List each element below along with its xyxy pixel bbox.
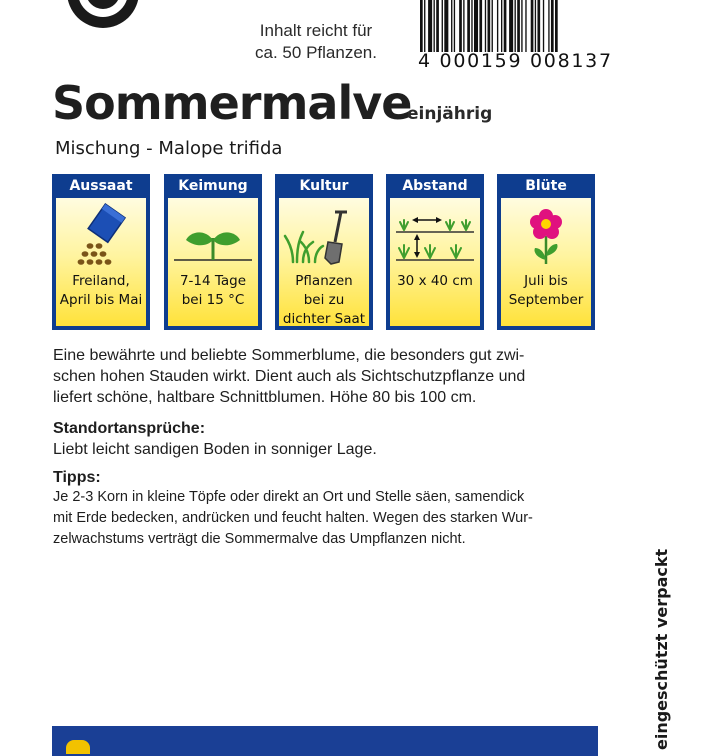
barcode-bar	[492, 0, 493, 52]
side-note: eingeschützt verpackt	[652, 548, 671, 750]
info-card-sowing	[52, 174, 150, 330]
product-title: Sommermalve	[52, 76, 412, 130]
barcode-bar	[436, 0, 439, 52]
barcode-bar	[504, 0, 507, 52]
barcode-bar	[517, 0, 520, 52]
flower-icon	[501, 202, 591, 272]
info-card-title: Blüte	[525, 178, 567, 194]
info-card-line: 30 x 40 cm	[397, 273, 473, 289]
contents-note	[236, 20, 396, 64]
sprout-icon	[168, 202, 258, 272]
barcode-bar	[463, 0, 464, 52]
barcode-bar	[551, 0, 554, 52]
info-card-germination	[164, 174, 262, 330]
barcode-bar	[488, 0, 491, 52]
info-card-bloom	[497, 174, 595, 330]
spade-icon	[279, 202, 369, 272]
barcode-bar	[444, 0, 448, 52]
barcode-bar	[537, 0, 540, 52]
info-card-line: Freiland,	[72, 273, 130, 289]
contents-line-2: ca. 50 Pflanzen.	[255, 43, 377, 62]
barcode-bar	[543, 0, 544, 52]
tips-line: Je 2-3 Korn in kleine Töpfe oder direkt an Ort und Stelle säen, samendick	[53, 489, 525, 505]
barcode-bar	[454, 0, 455, 52]
info-card-spacing	[386, 174, 484, 330]
barcode-number: 4 000159 008137	[418, 50, 613, 72]
barcode-bar	[474, 0, 478, 52]
barcode-bar	[467, 0, 470, 52]
barcode	[418, 0, 656, 52]
location-heading: Standortansprüche:	[53, 420, 206, 437]
info-card-title: Kultur	[299, 178, 349, 194]
barcode-bar	[521, 0, 522, 52]
product-description	[53, 345, 613, 408]
tips-line: mit Erde bedecken, andrücken und feucht halten. Wegen des starken Wur-	[53, 510, 533, 526]
tips-heading: Tipps:	[53, 469, 101, 486]
contents-line-1: Inhalt reicht für	[259, 21, 373, 40]
info-card-title: Aussaat	[69, 178, 133, 194]
info-card-title: Keimung	[178, 178, 248, 194]
info-card-line: 7-14 Tage	[179, 273, 247, 289]
barcode-bar	[548, 0, 549, 52]
product-variety: Mischung - Malope trifida	[55, 138, 283, 159]
info-card-line: dichter Saat	[282, 311, 366, 327]
bottom-band	[52, 726, 598, 756]
barcode-bar	[451, 0, 452, 52]
barcode-bar	[501, 0, 502, 52]
barcode-bar	[434, 0, 435, 52]
tips-line: zelwachstums verträgt die Sommermalve das Umpflanzen nicht.	[53, 531, 466, 547]
product-lifecycle: einjährig	[407, 104, 493, 124]
seed-packet-icon	[56, 202, 146, 272]
info-card-line: bei zu	[303, 292, 345, 308]
spacing-icon	[390, 202, 480, 272]
seed-mark-icon	[66, 740, 90, 754]
barcode-bar	[525, 0, 526, 52]
description-line: Eine bewährte und beliebte Sommerblume, die besonders gut zwi-	[53, 347, 525, 364]
barcode-bar	[424, 0, 425, 52]
info-card-line: September	[508, 292, 584, 308]
brand-logo-icon	[56, 0, 150, 30]
barcode-bar	[515, 0, 516, 52]
barcode-bar	[497, 0, 498, 52]
barcode-bar	[531, 0, 534, 52]
description-line: liefert schöne, haltbare Schnittblumen. Höhe 80 bis 100 cm.	[53, 389, 477, 406]
info-card-line: bei 15 °C	[181, 292, 245, 308]
barcode-bar	[555, 0, 558, 52]
info-card-cultivation	[275, 174, 373, 330]
info-card-line: April bis Mai	[59, 292, 143, 308]
barcode-bar	[535, 0, 536, 52]
barcode-bar	[420, 0, 423, 52]
barcode-bar	[442, 0, 443, 52]
barcode-bar	[428, 0, 432, 52]
info-card-line: Juli bis	[524, 273, 568, 289]
barcode-bar	[485, 0, 486, 52]
tips-text	[53, 487, 613, 550]
barcode-bar	[459, 0, 462, 52]
info-card-title: Abstand	[402, 178, 468, 194]
barcode-bar	[509, 0, 513, 52]
location-text: Liebt leicht sandigen Boden in sonniger Lage.	[53, 441, 377, 458]
barcode-bar	[479, 0, 482, 52]
description-line: schen hohen Stauden wirkt. Dient auch als Sichtschutzpflanze und	[53, 368, 526, 385]
barcode-bar	[471, 0, 472, 52]
info-card-line: Pflanzen	[295, 273, 353, 289]
